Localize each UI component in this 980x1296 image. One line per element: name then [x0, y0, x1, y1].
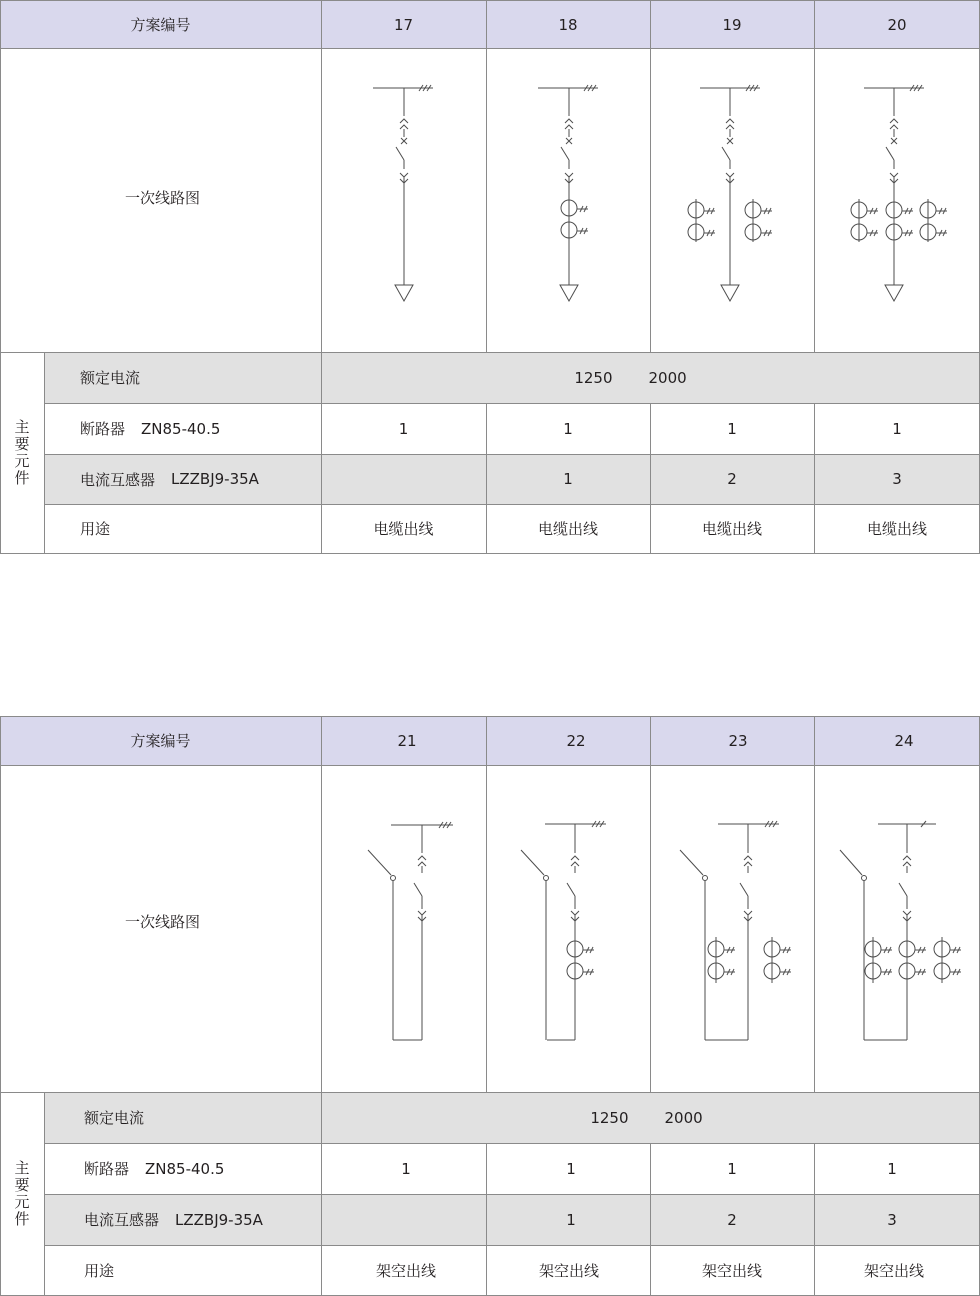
rated-current-value: 1250: [574, 368, 613, 387]
breaker-name: 断路器: [84, 1160, 130, 1178]
ct-count: [321, 1194, 491, 1245]
scheme-number: 20: [887, 15, 907, 34]
scheme-label: 方案编号: [130, 16, 191, 34]
circuit-diagram-20: [814, 49, 980, 352]
breaker-count: 1: [401, 1159, 411, 1178]
ct-model: LZZBJ9-35A: [175, 1210, 263, 1229]
ct-count: 1: [566, 1210, 576, 1229]
breaker-count: 1: [892, 419, 902, 438]
rated-current-values: [301, 352, 960, 403]
circuit-diagram-21: [321, 765, 486, 1092]
scheme-number: 17: [393, 15, 414, 34]
main-components-text: 主要元件: [12, 419, 31, 487]
rated-current-values: [317, 1092, 976, 1143]
usage-value: 架空出线: [375, 1261, 436, 1280]
breaker-count: 1: [727, 419, 737, 438]
rated-current-value: 2000: [664, 1108, 703, 1127]
breaker-label: [80, 403, 320, 454]
ct-label: [84, 1194, 320, 1245]
usage-value: 电缆出线: [537, 520, 598, 538]
main-components-label: [0, 352, 44, 554]
usage-value: 架空出线: [863, 1261, 924, 1280]
breaker-count: 1: [727, 1159, 737, 1178]
diagram-label: 一次线路图: [124, 189, 200, 207]
usage-label: 用途: [80, 520, 111, 538]
circuit-diagram-18: [486, 49, 650, 352]
scheme-number: 23: [728, 731, 748, 750]
ct-count: [321, 454, 486, 504]
breaker-name: 断路器: [80, 420, 126, 438]
circuit-diagram-17: [321, 49, 486, 352]
scheme-table-2: [0, 716, 980, 1296]
scheme-label: 方案编号: [130, 732, 191, 750]
breaker-count: 1: [887, 1159, 897, 1178]
scheme-number: 21: [397, 731, 417, 750]
ct-label: [80, 454, 320, 504]
scheme-number: 24: [894, 731, 914, 750]
rated-current-value: 1250: [590, 1108, 629, 1127]
ct-name: 电流互感器: [84, 1211, 160, 1229]
main-components-text: 主要元件: [12, 1160, 31, 1228]
ct-model: LZZBJ9-35A: [171, 470, 259, 488]
ct-count: 1: [563, 470, 573, 488]
circuit-diagram-23: [650, 765, 814, 1092]
rated-current-label: 额定电流: [84, 1109, 145, 1127]
ct-count: 3: [887, 1210, 897, 1229]
breaker-model: ZN85-40.5: [141, 419, 221, 438]
diagram-label: 一次线路图: [124, 913, 200, 931]
breaker-count: 1: [398, 419, 409, 438]
ct-count: 2: [727, 470, 737, 488]
usage-value: 电缆出线: [866, 520, 927, 538]
circuit-diagram-24: [814, 765, 980, 1092]
rated-current-value: 2000: [648, 368, 687, 387]
breaker-label: [84, 1143, 320, 1194]
scheme-number: 19: [722, 15, 742, 34]
breaker-count: 1: [566, 1159, 576, 1178]
main-components-label: [0, 1092, 44, 1296]
usage-value: 电缆出线: [701, 520, 762, 538]
usage-value: 架空出线: [701, 1261, 762, 1280]
ct-count: 3: [892, 470, 902, 488]
usage-value: 架空出线: [538, 1261, 599, 1280]
scheme-number: 18: [558, 15, 578, 34]
scheme-table-1: [0, 0, 980, 554]
circuit-diagram-19: [650, 49, 814, 352]
breaker-model: ZN85-40.5: [145, 1159, 225, 1178]
ct-name: 电流互感器: [80, 470, 156, 489]
rated-current-label: 额定电流: [80, 369, 141, 387]
scheme-number: 22: [566, 731, 586, 750]
usage-value: 电缆出线: [373, 520, 434, 538]
usage-label: 用途: [84, 1261, 115, 1280]
breaker-count: 1: [563, 419, 573, 438]
ct-count: 2: [727, 1210, 737, 1229]
circuit-diagram-22: [486, 765, 650, 1092]
